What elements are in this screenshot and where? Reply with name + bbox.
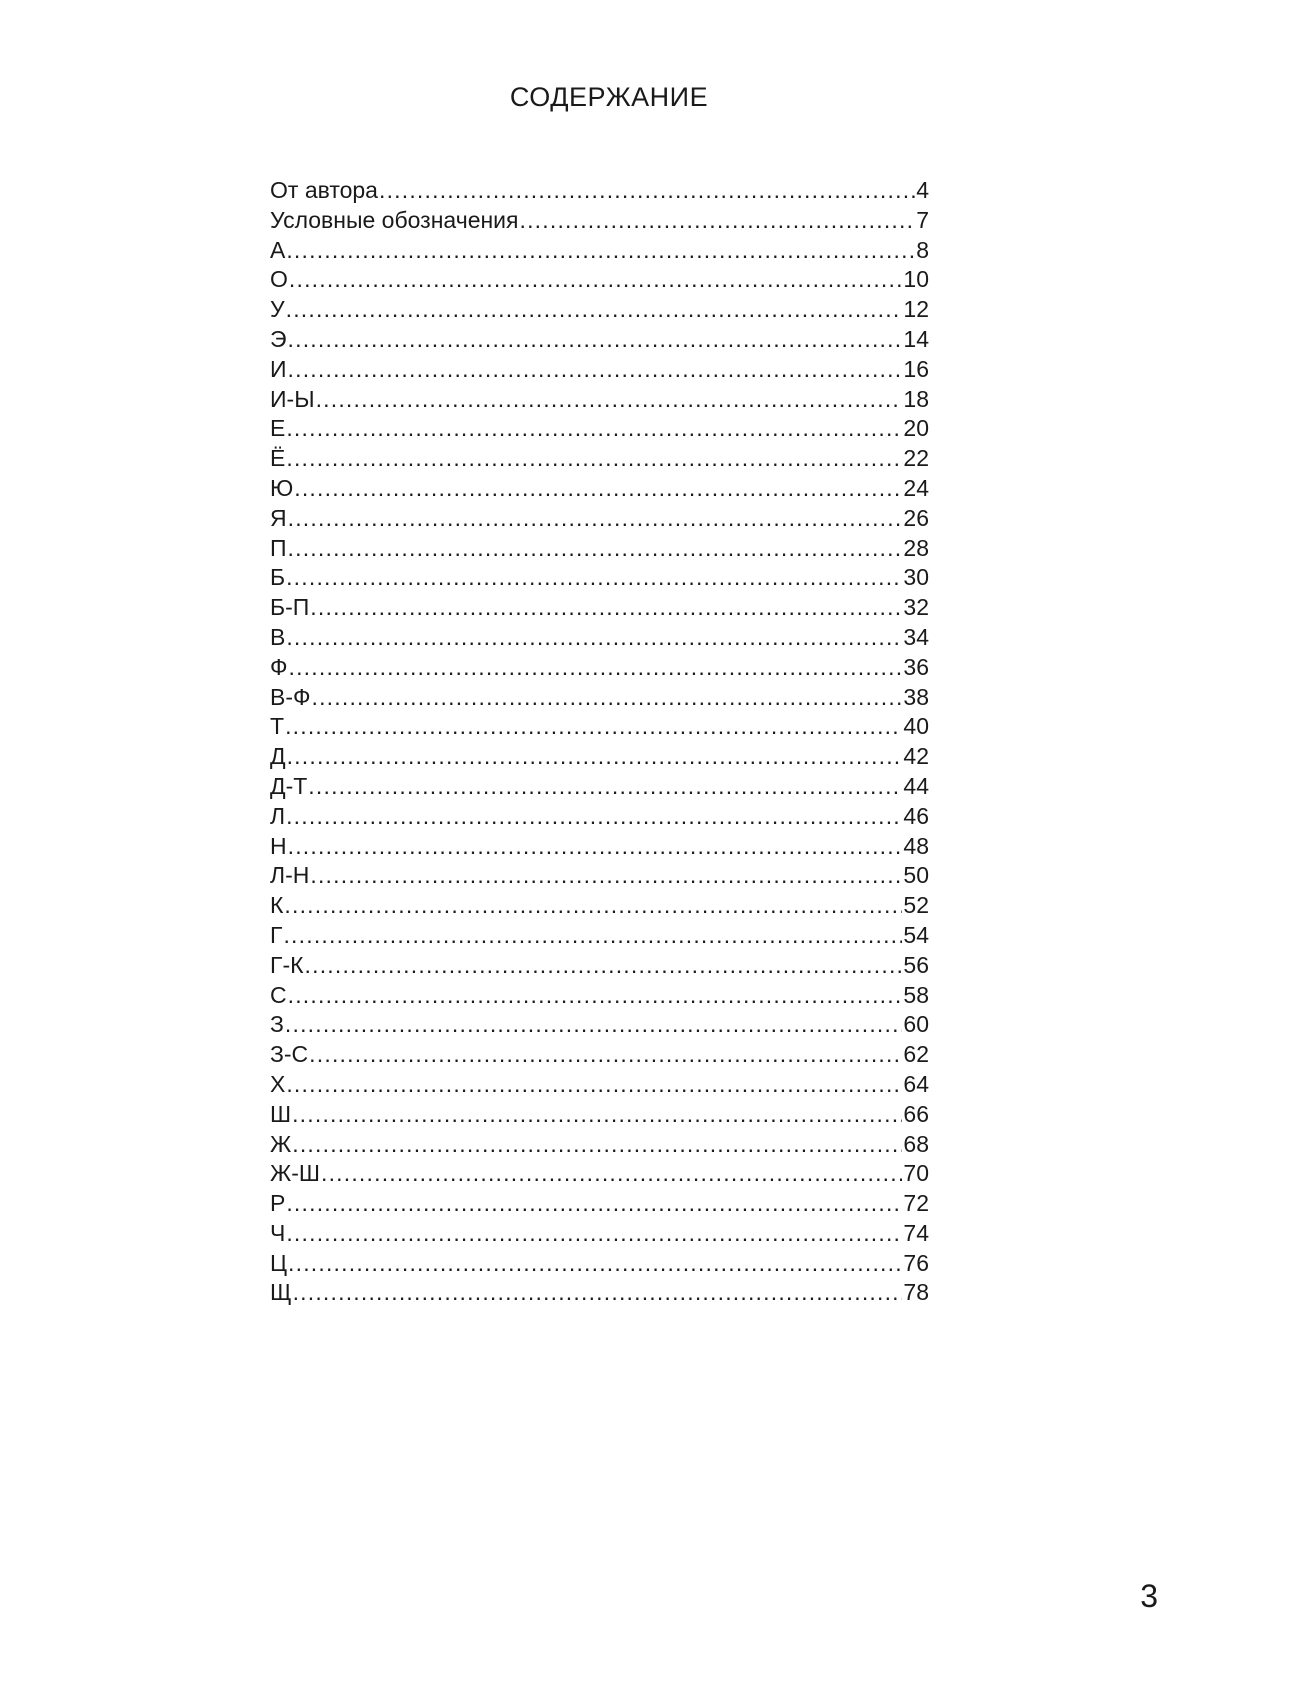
toc-entry-page: 46	[903, 802, 929, 829]
toc-entry-page: 32	[903, 594, 929, 621]
toc-dot-leader	[292, 1130, 902, 1160]
toc-entry-label: Ц	[270, 1249, 288, 1276]
toc-entry-page: 54	[903, 921, 929, 948]
toc-entry[interactable]	[270, 1159, 929, 1189]
toc-entry-label: И	[270, 355, 287, 382]
toc-dot-leader	[379, 176, 915, 206]
toc-entry[interactable]	[270, 355, 929, 385]
toc-dot-leader	[286, 414, 902, 444]
page-title: СОДЕРЖАНИЕ	[509, 82, 709, 112]
toc-entry-label: И-Ы	[270, 385, 315, 412]
toc-entry[interactable]	[270, 653, 929, 683]
toc-entry[interactable]	[270, 1040, 929, 1070]
toc-entry-page: 16	[903, 355, 929, 382]
toc-entry[interactable]	[270, 1100, 929, 1130]
toc-entry[interactable]	[270, 236, 929, 266]
toc-entry-page: 38	[903, 683, 929, 710]
toc-entry[interactable]	[270, 712, 929, 742]
toc-entry-label: В-Ф	[270, 683, 311, 710]
toc-entry[interactable]	[270, 563, 929, 593]
toc-entry[interactable]	[270, 1070, 929, 1100]
toc-entry-page: 42	[903, 743, 929, 770]
toc-entry-page: 22	[903, 445, 929, 472]
toc-dot-leader	[284, 891, 902, 921]
toc-dot-leader	[305, 951, 903, 981]
toc-entry[interactable]	[270, 951, 929, 981]
toc-entry-label: З-С	[270, 1041, 309, 1068]
toc-dot-leader	[286, 236, 915, 266]
toc-entry[interactable]	[270, 414, 929, 444]
toc-entry[interactable]	[270, 802, 929, 832]
toc-dot-leader	[285, 712, 902, 742]
toc-dot-leader	[286, 802, 902, 832]
toc-entry[interactable]	[270, 593, 929, 623]
toc-entry-page: 62	[903, 1041, 929, 1068]
toc-entry-page: 78	[903, 1279, 929, 1306]
toc-dot-leader	[321, 1159, 902, 1189]
toc-dot-leader	[310, 593, 902, 623]
toc-entry[interactable]	[270, 534, 929, 564]
toc-dot-leader	[286, 295, 903, 325]
toc-entry-label: Ш	[270, 1100, 292, 1127]
toc-entry-page: 36	[903, 653, 929, 680]
toc-entry-label: Л	[270, 802, 286, 829]
toc-entry-label: З	[270, 1011, 284, 1038]
toc-entry-label: Г-К	[270, 951, 304, 978]
toc-dot-leader	[289, 265, 903, 295]
toc-entry-page: 34	[903, 623, 929, 650]
toc-entry-page: 60	[903, 1011, 929, 1038]
toc-entry[interactable]	[270, 176, 929, 206]
toc-entry-label: Ф	[270, 653, 288, 680]
toc-entry[interactable]	[270, 981, 929, 1011]
toc-entry-page: 24	[903, 474, 929, 501]
toc-dot-leader	[292, 1100, 902, 1130]
toc-entry[interactable]	[270, 891, 929, 921]
toc-dot-leader	[283, 921, 902, 951]
toc-entry-label: Я	[270, 504, 287, 531]
toc-dot-leader	[309, 1040, 902, 1070]
toc-entry-page: 66	[903, 1100, 929, 1127]
toc-entry-page: 64	[903, 1070, 929, 1097]
table-of-contents	[270, 176, 929, 1308]
toc-entry-label: Э	[270, 325, 287, 352]
toc-entry-page: 68	[903, 1130, 929, 1157]
toc-dot-leader	[287, 742, 903, 772]
toc-entry[interactable]	[270, 504, 929, 534]
toc-entry-label: У	[270, 296, 285, 323]
toc-entry-page: 56	[903, 951, 929, 978]
toc-dot-leader	[288, 325, 903, 355]
toc-entry-page: 8	[916, 236, 929, 263]
toc-entry-label: Ё	[270, 445, 286, 472]
toc-entry-label: С	[270, 981, 287, 1008]
toc-entry-label: Ч	[270, 1219, 286, 1246]
toc-entry[interactable]	[270, 1219, 929, 1249]
toc-entry-page: 7	[916, 206, 929, 233]
toc-entry[interactable]	[270, 265, 929, 295]
toc-entry-page: 20	[903, 415, 929, 442]
toc-dot-leader	[286, 563, 902, 593]
toc-entry-label: От автора	[270, 177, 378, 203]
toc-entry[interactable]	[270, 1010, 929, 1040]
toc-entry[interactable]	[270, 832, 929, 862]
toc-entry[interactable]	[270, 295, 929, 325]
toc-entry-page: 44	[903, 772, 929, 799]
toc-entry-page: 26	[903, 504, 929, 531]
toc-dot-leader	[288, 504, 903, 534]
toc-dot-leader	[285, 1010, 903, 1040]
toc-dot-leader	[312, 683, 903, 713]
toc-entry[interactable]	[270, 1189, 929, 1219]
toc-entry-page: 10	[903, 266, 929, 293]
toc-dot-leader	[310, 861, 902, 891]
toc-dot-leader	[286, 1070, 902, 1100]
toc-entry-page: 48	[903, 832, 929, 859]
toc-dot-leader	[286, 444, 902, 474]
toc-entry-label: Б-П	[270, 594, 310, 621]
toc-dot-leader	[288, 981, 903, 1011]
toc-entry[interactable]	[270, 1249, 929, 1279]
toc-entry[interactable]	[270, 742, 929, 772]
toc-entry-page: 12	[903, 296, 929, 323]
toc-entry-label: Д-Т	[270, 772, 308, 799]
toc-entry-page: 74	[903, 1219, 929, 1246]
toc-dot-leader	[289, 653, 903, 683]
toc-entry[interactable]	[270, 921, 929, 951]
toc-dot-leader	[288, 355, 903, 385]
toc-entry-page: 18	[903, 385, 929, 412]
toc-dot-leader	[288, 832, 903, 862]
toc-entry-page: 40	[903, 713, 929, 740]
toc-entry-label: Р	[270, 1190, 286, 1217]
toc-entry[interactable]	[270, 623, 929, 653]
toc-dot-leader	[316, 385, 903, 415]
toc-entry-label: К	[270, 892, 284, 919]
toc-dot-leader	[286, 623, 902, 653]
toc-entry-page: 76	[903, 1249, 929, 1276]
toc-dot-leader	[294, 474, 902, 504]
toc-entry-label: Т	[270, 713, 285, 740]
toc-dot-leader	[286, 1219, 902, 1249]
toc-entry-label: Д	[270, 743, 286, 770]
toc-entry-label: Ж	[270, 1130, 292, 1157]
page-number: 3	[1140, 1578, 1158, 1614]
toc-dot-leader	[520, 206, 916, 236]
toc-entry-label: Х	[270, 1070, 286, 1097]
toc-entry-label: Щ	[270, 1279, 292, 1306]
toc-entry[interactable]	[270, 683, 929, 713]
toc-entry-label: П	[270, 534, 287, 561]
toc-entry-label: Н	[270, 832, 287, 859]
toc-entry-label: Б	[270, 564, 286, 591]
toc-entry[interactable]	[270, 325, 929, 355]
toc-entry-label: Л-Н	[270, 862, 310, 889]
toc-entry[interactable]	[270, 1130, 929, 1160]
toc-dot-leader	[288, 1249, 902, 1279]
toc-entry-label: Ю	[270, 474, 294, 501]
toc-entry-page: 30	[903, 564, 929, 591]
toc-entry-page: 52	[903, 892, 929, 919]
toc-entry-page: 28	[903, 534, 929, 561]
toc-dot-leader	[293, 1278, 903, 1308]
toc-entry-label: Ж-Ш	[270, 1160, 320, 1187]
toc-entry-page: 58	[903, 981, 929, 1008]
toc-entry[interactable]	[270, 1278, 929, 1308]
toc-entry-label: Условные обозначения	[270, 206, 519, 233]
toc-entry-page: 14	[903, 325, 929, 352]
toc-entry[interactable]	[270, 772, 929, 802]
toc-entry-label: В	[270, 623, 286, 650]
toc-entry[interactable]	[270, 861, 929, 891]
toc-dot-leader	[288, 534, 903, 564]
toc-entry-label: Г	[270, 921, 283, 948]
toc-dot-leader	[308, 772, 902, 802]
toc-entry-label: Е	[270, 415, 286, 442]
toc-entry[interactable]	[270, 385, 929, 415]
toc-dot-leader	[286, 1189, 902, 1219]
toc-entry-page: 72	[903, 1190, 929, 1217]
toc-entry[interactable]	[270, 444, 929, 474]
toc-entry-label: А	[270, 236, 286, 263]
toc-entry[interactable]	[270, 474, 929, 504]
toc-entry-page: 4	[916, 177, 929, 203]
toc-entry-page: 50	[903, 862, 929, 889]
toc-entry-page: 70	[903, 1160, 929, 1187]
toc-entry-label: О	[270, 266, 288, 293]
toc-entry[interactable]	[270, 206, 929, 236]
